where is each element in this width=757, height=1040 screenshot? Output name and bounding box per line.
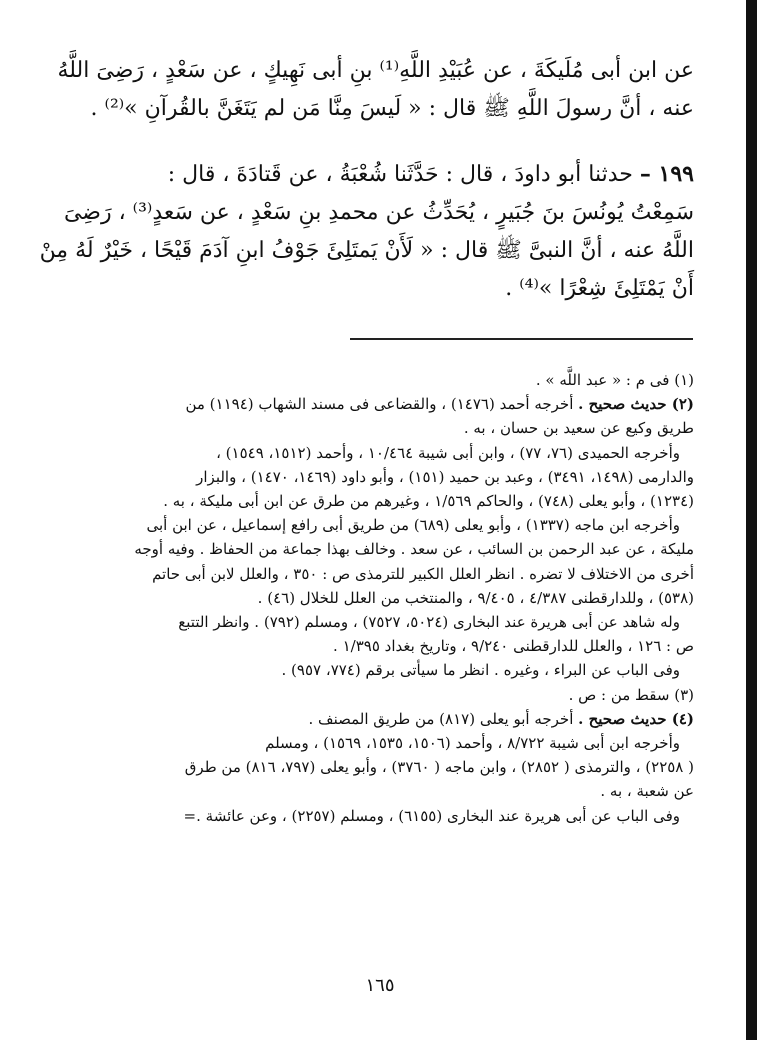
footnote-text: وأخرجه ابن أبى شيبة ٨/٧٢٢ ، وأحمد (١٥٠٦، ١٥٣٥، ١٥٦٩) ، ومسلم — [265, 734, 680, 753]
footnote-line — [72, 634, 694, 658]
page-number: ١٦٥ — [365, 975, 395, 996]
footnote-line — [72, 731, 694, 755]
footnote-line — [72, 441, 694, 465]
footnote-text: أخرجه أحمد (١٤٧٦) ، والقضاعى فى مسند الشهاب (١١٩٤) من — [185, 395, 579, 414]
text-span: حدثنا أبو داودَ ، قال : حَدَّثَنا شُعْبَةُ ، عن قَتادَةَ ، قال : — [167, 162, 633, 187]
hadith-198-text — [57, 52, 694, 128]
footnote-line — [72, 562, 694, 586]
footnote-line — [72, 707, 694, 731]
footnote-text: وأخرجه الحميدى (٧٦، ٧٧) ، وابن أبى شيبة ١٠/٤٦٤ ، وأحمد (١٥١٢، ١٥٤٩) ، — [216, 443, 680, 462]
footnote-text: طريق وكيع عن سعيد بن حسان ، به . — [463, 419, 694, 438]
footnote-line — [72, 537, 694, 561]
footnote-line — [72, 416, 694, 440]
footnote-divider — [350, 338, 693, 340]
hadith-number: ١٩٩ – — [639, 161, 694, 187]
text-line — [72, 155, 694, 194]
footnote-line — [72, 658, 694, 682]
footnote-text: (٥٣٨) ، وللدارقطنى ٤/٣٨٧ ، ٩/٤٠٥ ، والمنتخب من العلل للخلال (٤٦) . — [257, 588, 694, 607]
footnote-text: مليكة ، عن عبد الرحمن بن السائب ، عن سعد . وخالف بهذا جماعة من الحفاظ . وفيه أوجه — [134, 540, 694, 559]
footnote-text: ( ٢٢٥٨) ، والترمذى ( ٢٨٥٢) ، وابن ماجه ( ٣٧٦٠) ، وأبو يعلى (٧٩٧، ٨١٦) من طرق — [184, 758, 694, 777]
footnote-line — [72, 513, 694, 537]
footnote-text: وفى الباب عن البراء ، وغيره . انظر ما سيأتى برقم (٧٧٤، ٩٥٧) . — [281, 661, 680, 680]
footnote-text: ص : ١٢٦ ، والعلل للدارقطنى ٩/٢٤٠ ، وتاريخ بغداد ١/٣٩٥ . — [333, 637, 694, 656]
text-line: اللَّهُ عنه ، أنَّ النبىَّ ﷺ قال : « لَأَنْ يَمتَلِئَ جَوْفُ ابنِ آدَمَ قَيْحًا ، خَيْرٌ لَهُ مِنْ — [39, 238, 694, 263]
footnote-text: أخرجه أبو يعلى (٨١٧) من طريق المصنف . — [308, 709, 579, 728]
footnote-text: (١) فى م : « عبد اللَّه » . — [535, 371, 694, 389]
footnote-line — [72, 610, 694, 634]
footnote-line — [72, 489, 694, 513]
footnote-line — [72, 683, 694, 707]
text-line: أَنْ يَمْتَلِئَ شِعْرًا »⁽⁴⁾ . — [505, 276, 694, 301]
footnote-text: والدارمى (١٤٩٨، ٣٤٩١) ، وعبد بن حميد (١٥١) ، وأبو داود (١٤٦٩، ١٤٧٠) ، والبزار — [196, 467, 694, 486]
footnote-text: عن شعبة ، به . — [600, 782, 694, 801]
footnote-line — [72, 804, 694, 828]
footnote-label: (٤) حديث صحيح . — [578, 709, 694, 728]
text-line: عنه ، أنَّ رسولَ اللَّهِ ﷺ قال : « لَيسَ مِنَّا مَن لم يَتَغَنَّ بالقُرآنِ »⁽²⁾ . — [90, 96, 694, 121]
text-line: سَمِعْتُ يُونُسَ بنَ جُبَيرٍ ، يُحَدِّثُ عن محمدِ بنِ سَعْدٍ ، عن سَعدٍ⁽³⁾ ، رَضِىَ — [63, 200, 694, 225]
footnote-text: (١٢٣٤) ، وأبو يعلى (٧٤٨) ، والحاكم ١/٥٦٩ ، وغيرهم من طرق عن ابن أبى مليكة ، به . — [163, 492, 694, 511]
footnotes — [72, 368, 694, 828]
footnote-line — [72, 392, 694, 416]
footnote-line — [72, 368, 694, 392]
text-line: عن ابن أبى مُلَيكَةَ ، عن عُبَيْدِ اللَّهِ⁽¹⁾ بنِ أبى نَهِيكٍ ، عن سَعْدٍ ، رَضِىَ اللَّهُ — [57, 58, 694, 83]
footnote-text: وأخرجه ابن ماجه (١٣٣٧) ، وأبو يعلى (٦٨٩) من طريق أبى رافع إسماعيل ، عن ابن أبى — [146, 516, 680, 535]
footnote-line — [72, 586, 694, 610]
footnote-label: (٢) حديث صحيح . — [578, 395, 694, 414]
page-edge — [746, 0, 757, 1040]
footnote-text: أخرى من الاختلاف لا تضره . انظر العلل الكبير للترمذى ص : ٣٥٠ ، والعلل لابن أبى حاتم — [152, 564, 694, 583]
footnote-text: (٣) سقط من : ص . — [568, 685, 694, 704]
footnote-text: وله شاهد عن أبى هريرة عند البخارى (٥٠٢٤، ٧٥٢٧) ، ومسلم (٧٩٢) . وانظر التتبع — [178, 613, 680, 632]
footnote-line — [72, 465, 694, 489]
footnote-line — [72, 755, 694, 779]
hadith-199-text — [39, 155, 694, 308]
footnote-line — [72, 779, 694, 803]
footnote-text: وفى الباب عن أبى هريرة عند البخارى (٦١٥٥) ، ومسلم (٢٢٥٧) ، وعن عائشة .= — [183, 806, 680, 825]
